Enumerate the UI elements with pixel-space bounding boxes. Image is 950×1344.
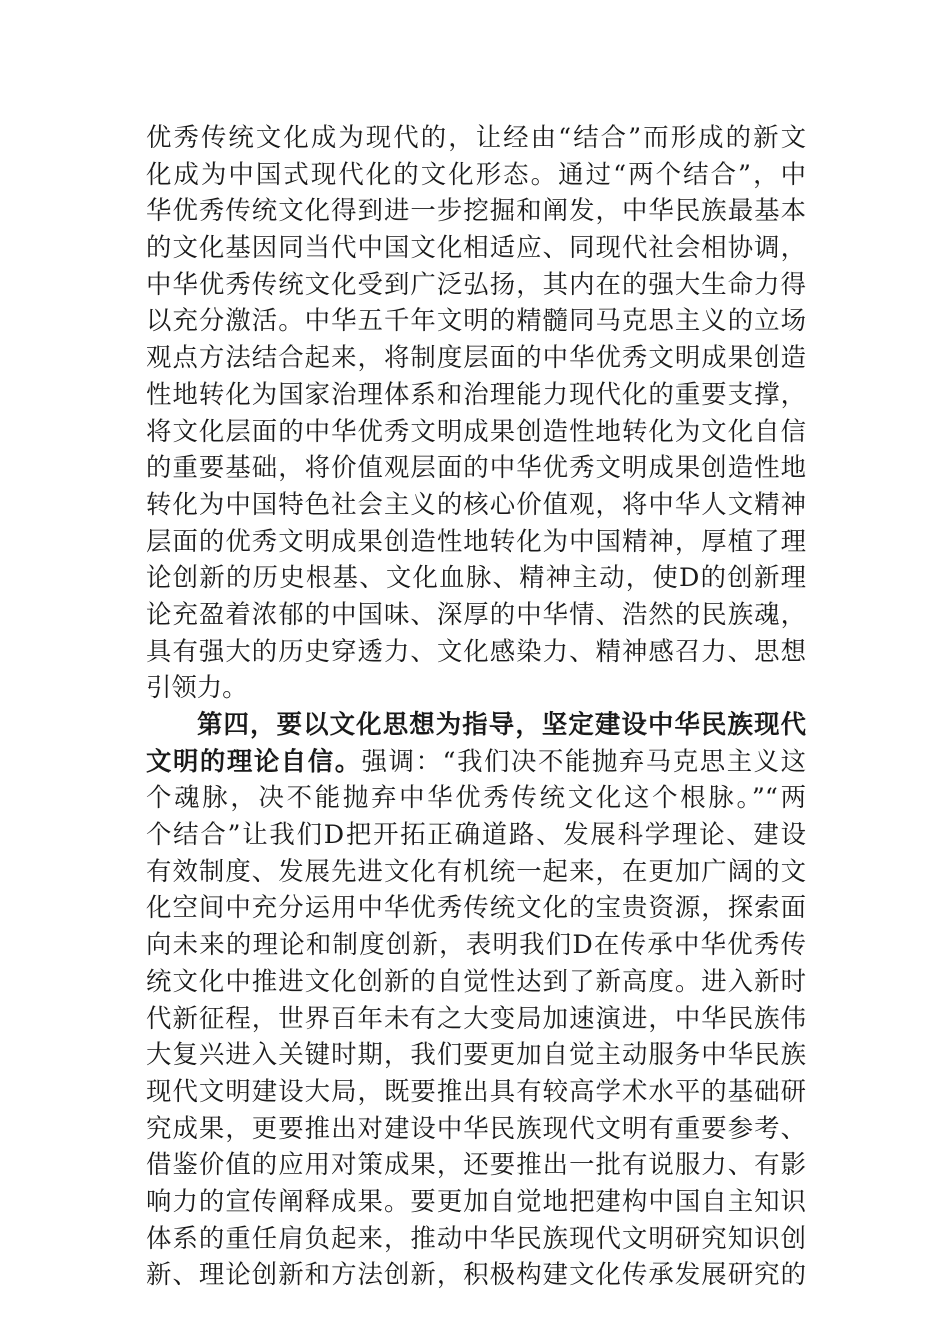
- text-line: 借鉴价值的应用对策成果，还要推出一批有说服力、有影: [146, 1149, 806, 1180]
- text-line: 统文化中推进文化创新的自觉性达到了新高度。进入新时: [146, 965, 806, 996]
- text-line: 究成果，更要推出对建设中华民族现代文明有重要参考、: [146, 1112, 806, 1143]
- heading-line-rest: 强调：“我们决不能抛弃马克思主义这: [361, 745, 806, 776]
- text-line: 有效制度、发展先进文化有机统一起来，在更加广阔的文: [146, 855, 806, 886]
- text-line: 将文化层面的中华优秀文明成果创造性地转化为文化自信: [146, 415, 806, 446]
- body-text: [146, 119, 806, 1293]
- text-line: 体系的重任肩负起来，推动中华民族现代文明研究知识创: [146, 1222, 806, 1253]
- text-line: 层面的优秀文明成果创造性地转化为中国精神，厚植了理: [146, 525, 806, 556]
- text-line: 以充分激活。中华五千年文明的精髓同马克思主义的立场: [146, 305, 806, 336]
- text-line: 论充盈着浓郁的中国味、深厚的中华情、浩然的民族魂，: [146, 598, 806, 629]
- text-line: 化空间中充分运用中华优秀传统文化的宝贵资源，探索面: [146, 892, 806, 923]
- text-line: 论创新的历史根基、文化血脉、精神主动，使D的创新理: [146, 562, 806, 593]
- text-line: 现代文明建设大局，既要推出具有较高学术水平的基础研: [146, 1075, 806, 1106]
- text-line: 向未来的理论和制度创新，表明我们D在传承中华优秀传: [146, 929, 806, 960]
- text-line: 响力的宣传阐释成果。要更加自觉地把建构中国自主知识: [146, 1185, 806, 1216]
- text-line: 转化为中国特色社会主义的核心价值观，将中华人文精神: [146, 488, 806, 519]
- text-line: 性地转化为国家治理体系和治理能力现代化的重要支撑，: [146, 378, 806, 409]
- text-line: 观点方法结合起来，将制度层面的中华优秀文明成果创造: [146, 342, 806, 373]
- section-heading-line: 第四，要以文化思想为指导，坚定建设中华民族现代: [197, 709, 806, 739]
- text-line: 优秀传统文化成为现代的，让经由“结合”而形成的新文: [146, 122, 806, 152]
- text-line: 新、理论创新和方法创新，积极构建文化传承发展研究的: [146, 1259, 806, 1290]
- text-line: 的重要基础，将价值观层面的中华优秀文明成果创造性地: [146, 452, 806, 483]
- text-line: 具有强大的历史穿透力、文化感染力、精神感召力、思想: [146, 635, 806, 666]
- text-line: 化成为中国式现代化的文化形态。通过“两个结合”，中: [146, 158, 806, 189]
- text-line: 华优秀传统文化得到进一步挖掘和阐发，中华民族最基本: [146, 195, 806, 226]
- text-line: 的文化基因同当代中国文化相适应、同现代社会相协调，: [146, 232, 806, 263]
- heading-continuation-line: [146, 743, 806, 780]
- text-line: 代新征程，世界百年未有之大变局加速演进，中华民族伟: [146, 1002, 806, 1033]
- text-line: 中华优秀传统文化受到广泛弘扬，其内在的强大生命力得: [146, 268, 806, 299]
- text-line: 个结合”让我们D把开拓正确道路、发展科学理论、建设: [146, 819, 806, 850]
- section-heading-bold: 文明的理论自信。: [146, 745, 362, 776]
- text-line: 大复兴进入关键时期，我们要更加自觉主动服务中华民族: [146, 1039, 806, 1070]
- paragraph-end-line: 引领力。: [146, 672, 248, 703]
- text-line: 个魂脉，决不能抛弃中华优秀传统文化这个根脉。”“两: [146, 782, 806, 813]
